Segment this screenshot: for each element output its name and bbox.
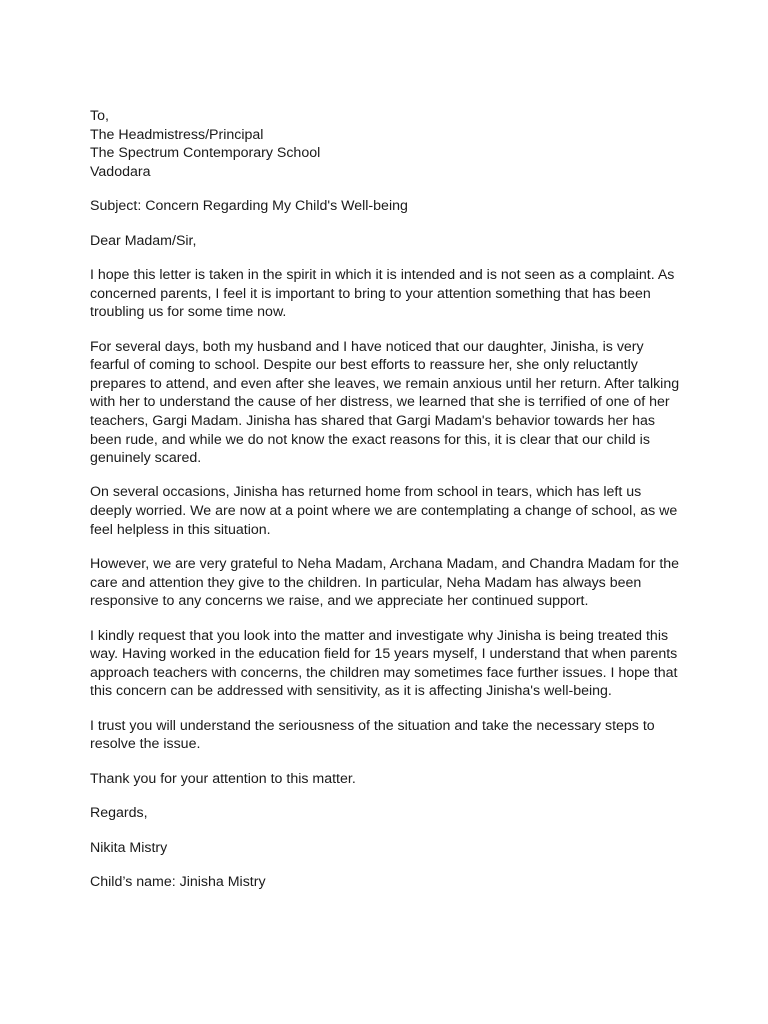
body-paragraph: I kindly request that you look into the matter and investigate why Jinisha is being treated this way. Having worked in the education field for 15 years myself, I understand that when parents approach teachers with concerns, the children may sometimes face further issues. I hope that this concern can be addressed with sensitivity, as it is affecting Jinisha's well-being. [90,627,678,700]
letter-body [90,107,680,907]
body-paragraph: I hope this letter is taken in the spirit in which it is intended and is not seen as a complaint. As concerned parents, I feel it is important to bring to your attention something that has been troubling us for some time now. [90,266,675,321]
body-paragraph: On several occasions, Jinisha has returned home from school in tears, which has left us deeply worried. We are now at a point where we are contemplating a change of school, as we feel helpless in this situation. [90,484,678,538]
body-paragraph: However, we are very grateful to Neha Madam, Archana Madam, and Chandra Madam for the care and attention they give to the children. In particular, Neha Madam has always been responsive to any concerns we raise, and we appreciate her continued support. [90,556,680,610]
closing: Regards, [90,805,148,822]
body-paragraph: For several days, both my husband and I have noticed that our daughter, Jinisha, is very fearful of coming to school. Despite our best efforts to reassure her, she only reluctantly prepares to attend, and even after she leaves, we remain anxious until her return. After talking with her to understand the cause of her distress, we learned that she is terrified of one of her teachers, Gargi Madam. Jinisha has shared that Gargi Madam's behavior towards her has been rude, and while we do not know the exact reasons for this, it is clear that our child is genuinely scared. [90,338,680,467]
salutation: Dear Madam/Sir, [90,232,197,249]
thanks-line: Thank you for your attention to this matter. [90,770,356,787]
recipient-address [90,107,680,181]
body-paragraph: I trust you will understand the seriousness of the situation and take the necessary steps to resolve the issue. [90,717,655,753]
address-line: Vadodara [90,163,151,180]
signature: Nikita Mistry [90,839,168,856]
subject-line: Subject: Concern Regarding My Child's Well-being [90,198,408,215]
address-line: The Headmistress/Principal [90,126,264,143]
address-line: To, [90,108,109,124]
address-line: The Spectrum Contemporary School [90,145,321,162]
child-name: Child’s name: Jinisha Mistry [90,873,266,890]
